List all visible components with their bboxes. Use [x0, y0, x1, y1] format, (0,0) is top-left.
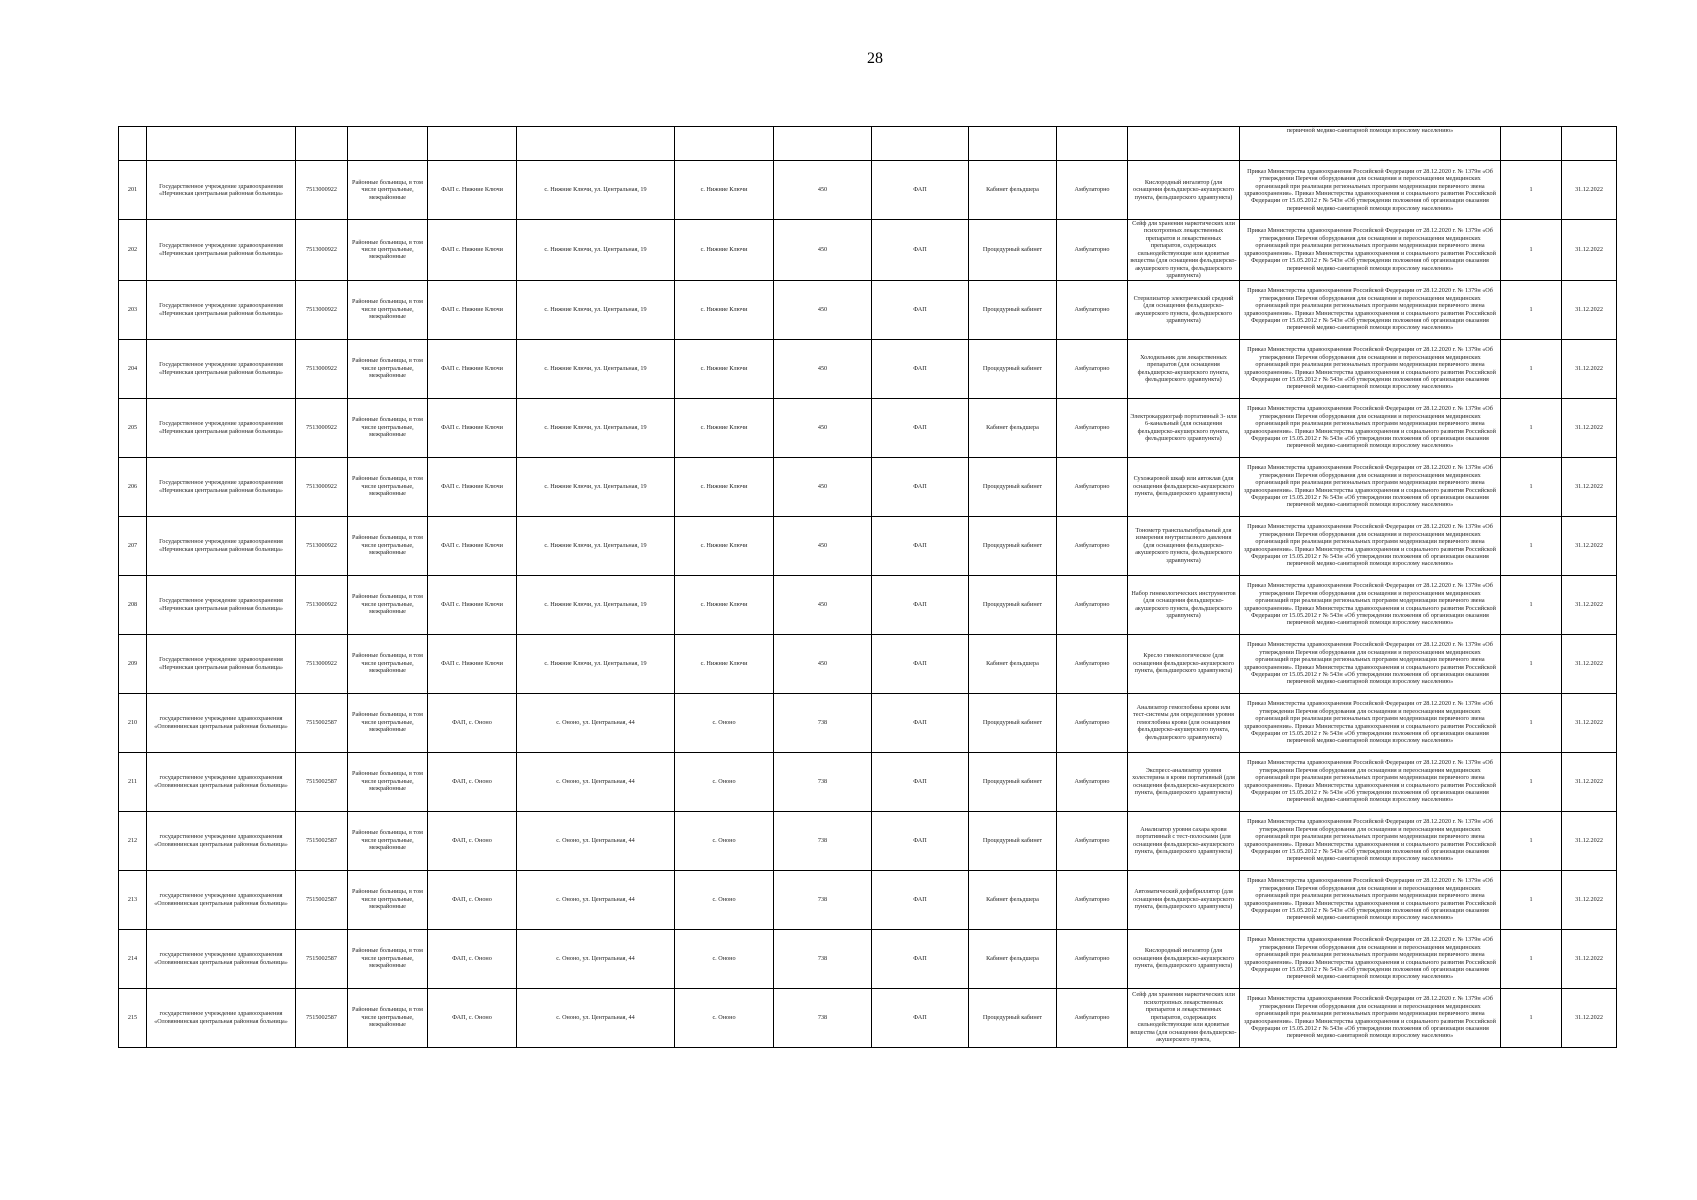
facility-kind-cell: ФАП — [872, 693, 969, 752]
legal-basis-cell: первичной медико-санитарной помощи взрослому населению» — [1240, 127, 1501, 161]
quantity-cell: 1 — [1501, 398, 1562, 457]
settlement-cell: с. Нижние Ключи — [675, 634, 774, 693]
address-cell: с. Ононо, ул. Центральная, 44 — [517, 929, 675, 988]
equipment-cell: Кресло гинекологическое (для оснащения фельдшерско-акушерского пункта, фельдшерского здравпункта) — [1128, 634, 1240, 693]
unit-cell: ФАП с. Нижние Ключи — [428, 457, 517, 516]
legal-basis-cell: Приказ Министерства здравоохранения Российской Федерации от 28.12.2020 г. № 1379н «Об утверждении Перечня оборудования для оснащения и переоснащения медицинских организаций при реализации региональных программ модернизации первичного звена здравоохранения». Приказ Министерства здравоохранения и социального развития Российской Федерации от 15.05.2012 г № 543н «Об утверждении положения об организации оказания первичной медико-санитарной помощи взрослому населению» — [1240, 161, 1501, 220]
deadline-date-cell: 31.12.2022 — [1562, 988, 1617, 1047]
room-cell: Процедурный кабинет — [969, 220, 1057, 281]
unit-cell: ФАП с. Нижние Ключи — [428, 516, 517, 575]
room-cell: Процедурный кабинет — [969, 575, 1057, 634]
table-row — [119, 693, 1617, 752]
organization-cell: государственное учреждение здравоохранения «Оловяннинская центральная районная больница» — [147, 752, 296, 811]
deadline-date-cell: 31.12.2022 — [1562, 280, 1617, 339]
quantity-cell: 1 — [1501, 693, 1562, 752]
inn-cell: 7513000922 — [296, 575, 348, 634]
equipment-cell: Кислородный ингалятор (для оснащения фельдшерско-акушерского пункта, фельдшерского здравпункта) — [1128, 161, 1240, 220]
settlement-cell: с. Ононо — [675, 929, 774, 988]
settlement-cell: с. Ононо — [675, 752, 774, 811]
settlement-cell: с. Ононо — [675, 811, 774, 870]
inn-cell: 7515002587 — [296, 929, 348, 988]
unit-cell: ФАП с. Нижние Ключи — [428, 339, 517, 398]
population-cell: 450 — [774, 516, 872, 575]
settlement-cell: с. Нижние Ключи — [675, 398, 774, 457]
legal-basis-cell: Приказ Министерства здравоохранения Российской Федерации от 28.12.2020 г. № 1379н «Об утверждении Перечня оборудования для оснащения и переоснащения медицинских организаций при реализации региональных программ модернизации первичного звена здравоохранения». Приказ Министерства здравоохранения и социального развития Российской Федерации от 15.05.2012 г № 543н «Об утверждении положения об организации оказания первичной медико-санитарной помощи взрослому населению» — [1240, 752, 1501, 811]
table-row — [119, 220, 1617, 281]
care-form-cell: Амбулаторно — [1057, 693, 1128, 752]
row-number-cell: 207 — [119, 516, 147, 575]
facility-kind-cell: ФАП — [872, 280, 969, 339]
hospital-type-cell: Районные больницы, в том числе центральные, межрайонные — [348, 929, 428, 988]
organization-cell: Государственное учреждение здравоохранения «Нерчинская центральная районная больница» — [147, 575, 296, 634]
inn-cell: 7515002587 — [296, 870, 348, 929]
quantity-cell: 1 — [1501, 161, 1562, 220]
row-number-cell: 202 — [119, 220, 147, 281]
hospital-type-cell: Районные больницы, в том числе центральные, межрайонные — [348, 870, 428, 929]
equipment-cell: Набор гинекологических инструментов (для оснащения фельдшерско-акушерского пункта, фельдшерского здравпункта) — [1128, 575, 1240, 634]
equipment-cell: Сейф для хранения наркотических или психотропных лекарственных препаратов и лекарственных препаратов, содержащих сильнодействующие или ядовитые вещества (для оснащения фельдшерско-акушерского пункта, фельдшерского здравпункта) — [1128, 220, 1240, 281]
care-form-cell: Амбулаторно — [1057, 811, 1128, 870]
table-row — [119, 929, 1617, 988]
equipment-cell: Тонометр транспальпебральный для измерения внутриглазного давления (для оснащения фельдшерско-акушерского пункта, фельдшерского здравпункта) — [1128, 516, 1240, 575]
population-cell: 738 — [774, 752, 872, 811]
room-cell: Процедурный кабинет — [969, 811, 1057, 870]
room-cell: Процедурный кабинет — [969, 339, 1057, 398]
table-row — [119, 870, 1617, 929]
room-cell: Кабинет фельдшера — [969, 634, 1057, 693]
population-cell: 450 — [774, 575, 872, 634]
row-number-cell: 210 — [119, 693, 147, 752]
equipment-cell: Стерилизатор электрический средний (для оснащения фельдшерско-акушерского пункта, фельдшерского здравпункта) — [1128, 280, 1240, 339]
organization-cell: Государственное учреждение здравоохранения «Нерчинская центральная районная больница» — [147, 161, 296, 220]
table-row — [119, 161, 1617, 220]
care-form-cell: Амбулаторно — [1057, 220, 1128, 281]
address-cell: с. Нижние Ключи, ул. Центральная, 19 — [517, 161, 675, 220]
organization-cell: Государственное учреждение здравоохранения «Нерчинская центральная районная больница» — [147, 339, 296, 398]
legal-basis-cell: Приказ Министерства здравоохранения Российской Федерации от 28.12.2020 г. № 1379н «Об утверждении Перечня оборудования для оснащения и переоснащения медицинских организаций при реализации региональных программ модернизации первичного звена здравоохранения». Приказ Министерства здравоохранения и социального развития Российской Федерации от 15.05.2012 г № 543н «Об утверждении положения об организации оказания первичной медико-санитарной помощи взрослому населению» — [1240, 280, 1501, 339]
deadline-date-cell: 31.12.2022 — [1562, 457, 1617, 516]
quantity-cell: 1 — [1501, 988, 1562, 1047]
table-row — [119, 339, 1617, 398]
inn-cell: 7513000922 — [296, 398, 348, 457]
quantity-cell: 1 — [1501, 516, 1562, 575]
population-cell: 738 — [774, 870, 872, 929]
organization-cell: государственное учреждение здравоохранения «Оловяннинская центральная районная больница» — [147, 929, 296, 988]
care-form-cell: Амбулаторно — [1057, 634, 1128, 693]
table-row — [119, 516, 1617, 575]
population-cell: 450 — [774, 398, 872, 457]
unit-cell: ФАП с. Нижние Ключи — [428, 280, 517, 339]
organization-cell: Государственное учреждение здравоохранения «Нерчинская центральная районная больница» — [147, 634, 296, 693]
row-number-cell: 211 — [119, 752, 147, 811]
equipment-cell: Экспресс-анализатор уровня холестерина в крови портативный (для оснащения фельдшерско-акушерского пункта, фельдшерского здравпункта) — [1128, 752, 1240, 811]
continuation-row — [119, 127, 1617, 161]
quantity-cell: 1 — [1501, 457, 1562, 516]
legal-basis-cell: Приказ Министерства здравоохранения Российской Федерации от 28.12.2020 г. № 1379н «Об утверждении Перечня оборудования для оснащения и переоснащения медицинских организаций при реализации региональных программ модернизации первичного звена здравоохранения». Приказ Министерства здравоохранения и социального развития Российской Федерации от 15.05.2012 г № 543н «Об утверждении положения об организации оказания первичной медико-санитарной помощи взрослому населению» — [1240, 634, 1501, 693]
legal-basis-cell: Приказ Министерства здравоохранения Российской Федерации от 28.12.2020 г. № 1379н «Об утверждении Перечня оборудования для оснащения и переоснащения медицинских организаций при реализации региональных программ модернизации первичного звена здравоохранения». Приказ Министерства здравоохранения и социального развития Российской Федерации от 15.05.2012 г № 543н «Об утверждении положения об организации оказания первичной медико-санитарной помощи взрослому населению» — [1240, 811, 1501, 870]
population-cell: 450 — [774, 161, 872, 220]
unit-cell: ФАП с. Нижние Ключи — [428, 220, 517, 281]
legal-basis-cell: Приказ Министерства здравоохранения Российской Федерации от 28.12.2020 г. № 1379н «Об утверждении Перечня оборудования для оснащения и переоснащения медицинских организаций при реализации региональных программ модернизации первичного звена здравоохранения». Приказ Министерства здравоохранения и социального развития Российской Федерации от 15.05.2012 г № 543н «Об утверждении положения об организации оказания первичной медико-санитарной помощи взрослому населению» — [1240, 339, 1501, 398]
facility-kind-cell: ФАП — [872, 398, 969, 457]
population-cell: 738 — [774, 693, 872, 752]
table-row — [119, 280, 1617, 339]
facility-kind-cell: ФАП — [872, 929, 969, 988]
care-form-cell: Амбулаторно — [1057, 339, 1128, 398]
inn-cell: 7513000922 — [296, 280, 348, 339]
table-row — [119, 988, 1617, 1047]
care-form-cell: Амбулаторно — [1057, 161, 1128, 220]
organization-cell: государственное учреждение здравоохранения «Оловяннинская центральная районная больница» — [147, 811, 296, 870]
facility-kind-cell: ФАП — [872, 634, 969, 693]
organization-cell: государственное учреждение здравоохранения «Оловяннинская центральная районная больница» — [147, 693, 296, 752]
room-cell: Процедурный кабинет — [969, 280, 1057, 339]
hospital-type-cell: Районные больницы, в том числе центральные, межрайонные — [348, 988, 428, 1047]
quantity-cell: 1 — [1501, 929, 1562, 988]
hospital-type-cell: Районные больницы, в том числе центральные, межрайонные — [348, 811, 428, 870]
equipment-cell: Холодильник для лекарственных препаратов (для оснащения фельдшерско-акушерского пункта, фельдшерского здравпункта) — [1128, 339, 1240, 398]
deadline-date-cell: 31.12.2022 — [1562, 870, 1617, 929]
row-number-cell: 204 — [119, 339, 147, 398]
care-form-cell: Амбулаторно — [1057, 280, 1128, 339]
legal-basis-cell: Приказ Министерства здравоохранения Российской Федерации от 28.12.2020 г. № 1379н «Об утверждении Перечня оборудования для оснащения и переоснащения медицинских организаций при реализации региональных программ модернизации первичного звена здравоохранения». Приказ Министерства здравоохранения и социального развития Российской Федерации от 15.05.2012 г № 543н «Об утверждении положения об организации оказания первичной медико-санитарной помощи взрослому населению» — [1240, 870, 1501, 929]
hospital-type-cell: Районные больницы, в том числе центральные, межрайонные — [348, 693, 428, 752]
facility-kind-cell: ФАП — [872, 161, 969, 220]
settlement-cell: с. Нижние Ключи — [675, 575, 774, 634]
care-form-cell: Амбулаторно — [1057, 575, 1128, 634]
table-row — [119, 575, 1617, 634]
address-cell: с. Нижние Ключи, ул. Центральная, 19 — [517, 339, 675, 398]
row-number-cell: 214 — [119, 929, 147, 988]
facility-kind-cell: ФАП — [872, 811, 969, 870]
inn-cell: 7513000922 — [296, 634, 348, 693]
deadline-date-cell: 31.12.2022 — [1562, 752, 1617, 811]
care-form-cell: Амбулаторно — [1057, 988, 1128, 1047]
facility-kind-cell: ФАП — [872, 575, 969, 634]
deadline-date-cell: 31.12.2022 — [1562, 693, 1617, 752]
legal-basis-cell: Приказ Министерства здравоохранения Российской Федерации от 28.12.2020 г. № 1379н «Об утверждении Перечня оборудования для оснащения и переоснащения медицинских организаций при реализации региональных программ модернизации первичного звена здравоохранения». Приказ Министерства здравоохранения и социального развития Российской Федерации от 15.05.2012 г № 543н «Об утверждении положения об организации оказания первичной медико-санитарной помощи взрослому населению» — [1240, 398, 1501, 457]
hospital-type-cell: Районные больницы, в том числе центральные, межрайонные — [348, 575, 428, 634]
settlement-cell: с. Нижние Ключи — [675, 220, 774, 281]
settlement-cell: с. Ононо — [675, 988, 774, 1047]
inn-cell: 7513000922 — [296, 220, 348, 281]
quantity-cell: 1 — [1501, 575, 1562, 634]
address-cell: с. Ононо, ул. Центральная, 44 — [517, 870, 675, 929]
room-cell: Кабинет фельдшера — [969, 929, 1057, 988]
hospital-type-cell: Районные больницы, в том числе центральные, межрайонные — [348, 752, 428, 811]
row-number-cell: 206 — [119, 457, 147, 516]
legal-basis-cell: Приказ Министерства здравоохранения Российской Федерации от 28.12.2020 г. № 1379н «Об утверждении Перечня оборудования для оснащения и переоснащения медицинских организаций при реализации региональных программ модернизации первичного звена здравоохранения». Приказ Министерства здравоохранения и социального развития Российской Федерации от 15.05.2012 г № 543н «Об утверждении положения об организации оказания первичной медико-санитарной помощи взрослому населению» — [1240, 929, 1501, 988]
settlement-cell: с. Нижние Ключи — [675, 161, 774, 220]
facility-kind-cell: ФАП — [872, 516, 969, 575]
deadline-date-cell: 31.12.2022 — [1562, 398, 1617, 457]
facility-kind-cell: ФАП — [872, 870, 969, 929]
organization-cell: государственное учреждение здравоохранения «Оловяннинская центральная районная больница» — [147, 870, 296, 929]
room-cell: Процедурный кабинет — [969, 457, 1057, 516]
room-cell: Кабинет фельдшера — [969, 870, 1057, 929]
settlement-cell: с. Нижние Ключи — [675, 280, 774, 339]
equipment-cell: Сейф для хранения наркотических или психотропных лекарственных препаратов и лекарственных препаратов, содержащих сильнодействующие или ядовитые вещества (для оснащения фельдшерско-акушерского пункта, — [1128, 988, 1240, 1047]
settlement-cell: с. Нижние Ключи — [675, 457, 774, 516]
quantity-cell: 1 — [1501, 220, 1562, 281]
unit-cell: ФАП, с. Ононо — [428, 811, 517, 870]
row-number-cell: 213 — [119, 870, 147, 929]
care-form-cell: Амбулаторно — [1057, 516, 1128, 575]
deadline-date-cell: 31.12.2022 — [1562, 575, 1617, 634]
organization-cell: Государственное учреждение здравоохранения «Нерчинская центральная районная больница» — [147, 220, 296, 281]
inn-cell: 7513000922 — [296, 516, 348, 575]
address-cell: с. Нижние Ключи, ул. Центральная, 19 — [517, 220, 675, 281]
quantity-cell: 1 — [1501, 811, 1562, 870]
table-row — [119, 457, 1617, 516]
hospital-type-cell: Районные больницы, в том числе центральные, межрайонные — [348, 280, 428, 339]
hospital-type-cell: Районные больницы, в том числе центральные, межрайонные — [348, 398, 428, 457]
room-cell: Кабинет фельдшера — [969, 398, 1057, 457]
room-cell: Процедурный кабинет — [969, 693, 1057, 752]
row-number-cell: 201 — [119, 161, 147, 220]
address-cell: с. Нижние Ключи, ул. Центральная, 19 — [517, 398, 675, 457]
organization-cell: государственное учреждение здравоохранения «Оловяннинская центральная районная больница» — [147, 988, 296, 1047]
quantity-cell: 1 — [1501, 280, 1562, 339]
hospital-type-cell: Районные больницы, в том числе центральные, межрайонные — [348, 161, 428, 220]
address-cell: с. Ононо, ул. Центральная, 44 — [517, 752, 675, 811]
unit-cell: ФАП, с. Ононо — [428, 752, 517, 811]
row-number-cell: 209 — [119, 634, 147, 693]
address-cell: с. Ононо, ул. Центральная, 44 — [517, 811, 675, 870]
legal-basis-cell: Приказ Министерства здравоохранения Российской Федерации от 28.12.2020 г. № 1379н «Об утверждении Перечня оборудования для оснащения и переоснащения медицинских организаций при реализации региональных программ модернизации первичного звена здравоохранения». Приказ Министерства здравоохранения и социального развития Российской Федерации от 15.05.2012 г № 543н «Об утверждении положения об организации оказания первичной медико-санитарной помощи взрослому населению» — [1240, 516, 1501, 575]
hospital-type-cell: Районные больницы, в том числе центральные, межрайонные — [348, 516, 428, 575]
inn-cell: 7515002587 — [296, 811, 348, 870]
address-cell: с. Нижние Ключи, ул. Центральная, 19 — [517, 575, 675, 634]
facility-kind-cell: ФАП — [872, 220, 969, 281]
address-cell: с. Ононо, ул. Центральная, 44 — [517, 988, 675, 1047]
legal-basis-cell: Приказ Министерства здравоохранения Российской Федерации от 28.12.2020 г. № 1379н «Об утверждении Перечня оборудования для оснащения и переоснащения медицинских организаций при реализации региональных программ модернизации первичного звена здравоохранения». Приказ Министерства здравоохранения и социального развития Российской Федерации от 15.05.2012 г № 543н «Об утверждении положения об организации оказания первичной медико-санитарной помощи взрослому населению» — [1240, 693, 1501, 752]
organization-cell: Государственное учреждение здравоохранения «Нерчинская центральная районная больница» — [147, 457, 296, 516]
equipment-cell: Анализатор уровня сахара крови портативный с тест-полосками (для оснащения фельдшерско-акушерского пункта, фельдшерского здравпункта) — [1128, 811, 1240, 870]
facility-kind-cell: ФАП — [872, 339, 969, 398]
population-cell: 450 — [774, 339, 872, 398]
settlement-cell: с. Нижние Ключи — [675, 339, 774, 398]
equipment-cell: Электрокардиограф портативный 3- или 6-канальный (для оснащения фельдшерско-акушерского пункта, фельдшерского здравпункта) — [1128, 398, 1240, 457]
population-cell: 450 — [774, 280, 872, 339]
legal-basis-cell: Приказ Министерства здравоохранения Российской Федерации от 28.12.2020 г. № 1379н «Об утверждении Перечня оборудования для оснащения и переоснащения медицинских организаций при реализации региональных программ модернизации первичного звена здравоохранения». Приказ Министерства здравоохранения и социального развития Российской Федерации от 15.05.2012 г № 543н «Об утверждении положения об организации оказания первичной медико-санитарной помощи взрослому населению» — [1240, 988, 1501, 1047]
facility-kind-cell: ФАП — [872, 752, 969, 811]
table-row — [119, 634, 1617, 693]
quantity-cell: 1 — [1501, 634, 1562, 693]
legal-basis-cell: Приказ Министерства здравоохранения Российской Федерации от 28.12.2020 г. № 1379н «Об утверждении Перечня оборудования для оснащения и переоснащения медицинских организаций при реализации региональных программ модернизации первичного звена здравоохранения». Приказ Министерства здравоохранения и социального развития Российской Федерации от 15.05.2012 г № 543н «Об утверждении положения об организации оказания первичной медико-санитарной помощи взрослому населению» — [1240, 220, 1501, 281]
room-cell: Процедурный кабинет — [969, 752, 1057, 811]
organization-cell: Государственное учреждение здравоохранения «Нерчинская центральная районная больница» — [147, 398, 296, 457]
quantity-cell: 1 — [1501, 752, 1562, 811]
deadline-date-cell: 31.12.2022 — [1562, 161, 1617, 220]
legal-basis-cell: Приказ Министерства здравоохранения Российской Федерации от 28.12.2020 г. № 1379н «Об утверждении Перечня оборудования для оснащения и переоснащения медицинских организаций при реализации региональных программ модернизации первичного звена здравоохранения». Приказ Министерства здравоохранения и социального развития Российской Федерации от 15.05.2012 г № 543н «Об утверждении положения об организации оказания первичной медико-санитарной помощи взрослому населению» — [1240, 575, 1501, 634]
facility-kind-cell: ФАП — [872, 457, 969, 516]
room-cell: Процедурный кабинет — [969, 516, 1057, 575]
address-cell: с. Нижние Ключи, ул. Центральная, 19 — [517, 634, 675, 693]
inn-cell: 7513000922 — [296, 457, 348, 516]
care-form-cell: Амбулаторно — [1057, 457, 1128, 516]
care-form-cell: Амбулаторно — [1057, 398, 1128, 457]
unit-cell: ФАП, с. Ононо — [428, 693, 517, 752]
deadline-date-cell: 31.12.2022 — [1562, 516, 1617, 575]
page-number: 28 — [867, 50, 883, 67]
population-cell: 738 — [774, 811, 872, 870]
unit-cell: ФАП с. Нижние Ключи — [428, 398, 517, 457]
settlement-cell: с. Ононо — [675, 870, 774, 929]
room-cell: Процедурный кабинет — [969, 988, 1057, 1047]
unit-cell: ФАП с. Нижние Ключи — [428, 575, 517, 634]
deadline-date-cell: 31.12.2022 — [1562, 220, 1617, 281]
row-number-cell: 208 — [119, 575, 147, 634]
population-cell: 738 — [774, 929, 872, 988]
inn-cell: 7515002587 — [296, 693, 348, 752]
deadline-date-cell: 31.12.2022 — [1562, 634, 1617, 693]
equipment-cell: Сухожаровой шкаф или автоклав (для оснащения фельдшерско-акушерского пункта, фельдшерского здравпункта) — [1128, 457, 1240, 516]
inn-cell: 7513000922 — [296, 161, 348, 220]
table-row — [119, 752, 1617, 811]
quantity-cell: 1 — [1501, 339, 1562, 398]
care-form-cell: Амбулаторно — [1057, 870, 1128, 929]
deadline-date-cell: 31.12.2022 — [1562, 339, 1617, 398]
hospital-type-cell: Районные больницы, в том числе центральные, межрайонные — [348, 634, 428, 693]
deadline-date-cell: 31.12.2022 — [1562, 929, 1617, 988]
address-cell: с. Нижние Ключи, ул. Центральная, 19 — [517, 457, 675, 516]
population-cell: 450 — [774, 457, 872, 516]
row-number-cell: 212 — [119, 811, 147, 870]
unit-cell: ФАП, с. Ононо — [428, 870, 517, 929]
row-number-cell: 215 — [119, 988, 147, 1047]
table-row — [119, 811, 1617, 870]
population-cell: 450 — [774, 634, 872, 693]
inn-cell: 7515002587 — [296, 752, 348, 811]
population-cell: 738 — [774, 988, 872, 1047]
deadline-date-cell: 31.12.2022 — [1562, 811, 1617, 870]
facility-kind-cell: ФАП — [872, 988, 969, 1047]
population-cell: 450 — [774, 220, 872, 281]
table-row — [119, 398, 1617, 457]
settlement-cell: с. Нижние Ключи — [675, 516, 774, 575]
hospital-type-cell: Районные больницы, в том числе центральные, межрайонные — [348, 457, 428, 516]
room-cell: Кабинет фельдшера — [969, 161, 1057, 220]
equipment-cell: Анализатор гемоглобина крови или тест-системы для определения уровня гемоглобина крови (для оснащения фельдшерско-акушерского пункта, фельдшерского здравпункта) — [1128, 693, 1240, 752]
organization-cell: Государственное учреждение здравоохранения «Нерчинская центральная районная больница» — [147, 280, 296, 339]
equipment-cell: Кислородный ингалятор (для оснащения фельдшерско-акушерского пункта, фельдшерского здравпункта) — [1128, 929, 1240, 988]
inn-cell: 7515002587 — [296, 988, 348, 1047]
care-form-cell: Амбулаторно — [1057, 929, 1128, 988]
legal-basis-cell: Приказ Министерства здравоохранения Российской Федерации от 28.12.2020 г. № 1379н «Об утверждении Перечня оборудования для оснащения и переоснащения медицинских организаций при реализации региональных программ модернизации первичного звена здравоохранения». Приказ Министерства здравоохранения и социального развития Российской Федерации от 15.05.2012 г № 543н «Об утверждении положения об организации оказания первичной медико-санитарной помощи взрослому населению» — [1240, 457, 1501, 516]
unit-cell: ФАП, с. Ононо — [428, 929, 517, 988]
quantity-cell: 1 — [1501, 870, 1562, 929]
row-number-cell: 205 — [119, 398, 147, 457]
inn-cell: 7513000922 — [296, 339, 348, 398]
address-cell: с. Нижние Ключи, ул. Центральная, 19 — [517, 280, 675, 339]
equipment-cell: Автоматический дефибриллятор (для оснащения фельдшерско-акушерского пункта, фельдшерского здравпункта) — [1128, 870, 1240, 929]
address-cell: с. Нижние Ключи, ул. Центральная, 19 — [517, 516, 675, 575]
row-number-cell: 203 — [119, 280, 147, 339]
care-form-cell: Амбулаторно — [1057, 752, 1128, 811]
hospital-type-cell: Районные больницы, в том числе центральные, межрайонные — [348, 339, 428, 398]
unit-cell: ФАП с. Нижние Ключи — [428, 634, 517, 693]
address-cell: с. Ононо, ул. Центральная, 44 — [517, 693, 675, 752]
unit-cell: ФАП, с. Ононо — [428, 988, 517, 1047]
equipment-table — [118, 126, 1617, 1048]
hospital-type-cell: Районные больницы, в том числе центральные, межрайонные — [348, 220, 428, 281]
settlement-cell: с. Ононо — [675, 693, 774, 752]
unit-cell: ФАП с. Нижние Ключи — [428, 161, 517, 220]
organization-cell: Государственное учреждение здравоохранения «Нерчинская центральная районная больница» — [147, 516, 296, 575]
